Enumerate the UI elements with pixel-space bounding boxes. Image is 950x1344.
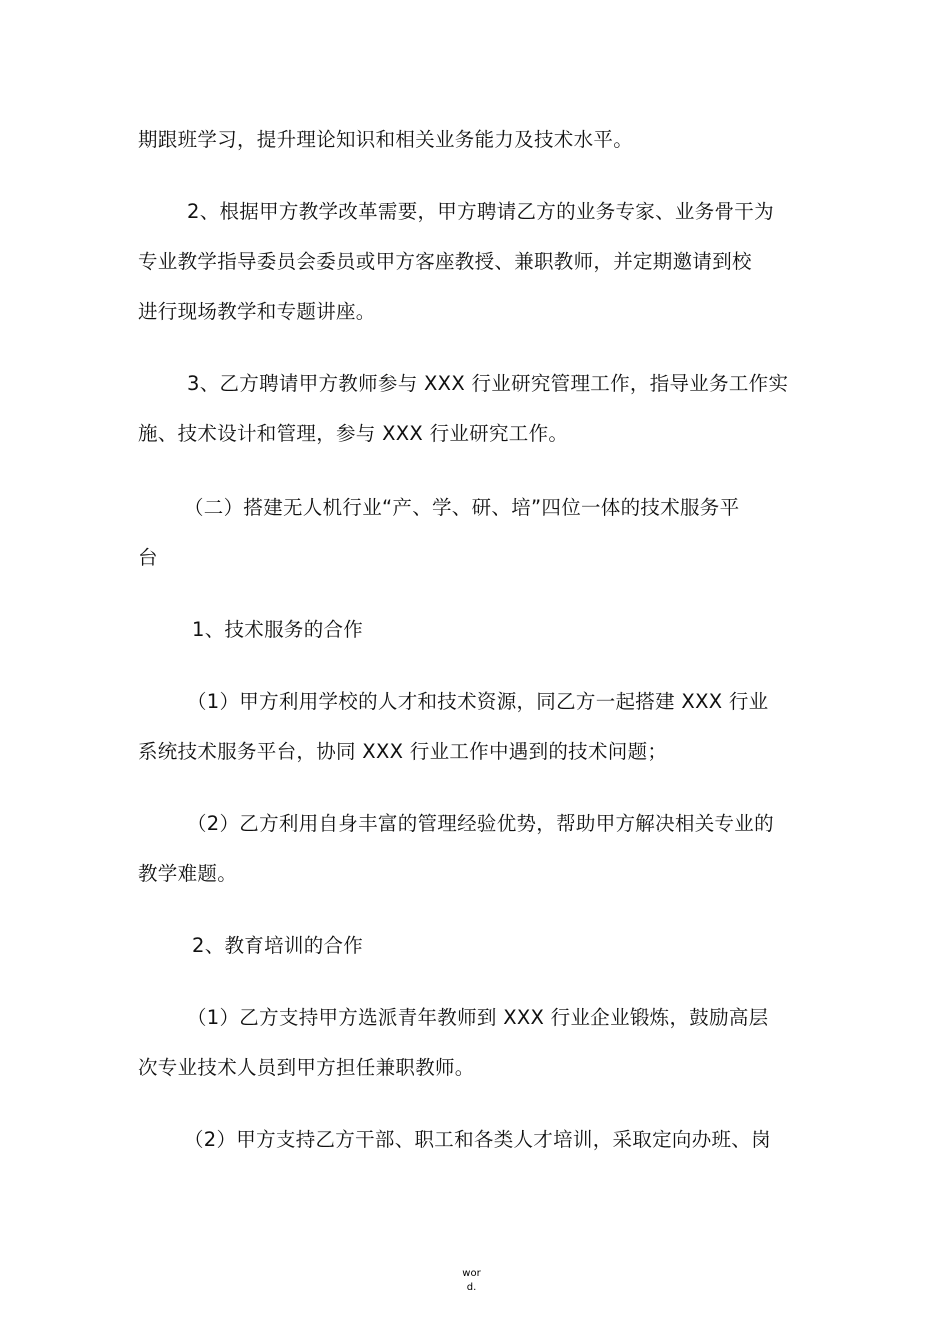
- paragraph-line: 进行现场教学和专题讲座。: [138, 300, 376, 323]
- paragraph-line: 施、技术设计和管理，参与 XXX 行业研究工作。: [138, 422, 569, 445]
- paragraph-line: 次专业技术人员到甲方担任兼职教师。: [138, 1056, 475, 1079]
- section-heading-line: 台: [138, 546, 158, 569]
- footer-text: wor: [462, 1268, 481, 1279]
- subsection-heading: 1、技术服务的合作: [192, 618, 364, 641]
- paragraph-line: （1）甲方利用学校的人才和技术资源，同乙方一起搭建 XXX 行业: [187, 690, 769, 713]
- paragraph-line: 教学难题。: [138, 862, 238, 885]
- footer-text: d.: [466, 1282, 477, 1293]
- subsection-heading: 2、教育培训的合作: [192, 934, 364, 957]
- paragraph-line: 期跟班学习，提升理论知识和相关业务能力及技术水平。: [138, 128, 634, 151]
- paragraph-line: （1）乙方支持甲方选派青年教师到 XXX 行业企业锻炼，鼓励高层: [187, 1006, 769, 1029]
- section-heading-line: （二）搭建无人机行业“产、学、研、培”四位一体的技术服务平: [184, 496, 740, 519]
- paragraph-line: 专业教学指导委员会委员或甲方客座教授、兼职教师，并定期邀请到校: [138, 250, 752, 273]
- paragraph-line: （2）甲方支持乙方干部、职工和各类人才培训，采取定向办班、岗: [184, 1128, 771, 1151]
- paragraph-line: （2）乙方利用自身丰富的管理经验优势，帮助甲方解决相关专业的: [187, 812, 774, 835]
- paragraph-line: 2、根据甲方教学改革需要，甲方聘请乙方的业务专家、业务骨干为: [187, 200, 774, 223]
- paragraph-line: 系统技术服务平台，协同 XXX 行业工作中遇到的技术问题；: [138, 740, 668, 763]
- paragraph-line: 3、乙方聘请甲方教师参与 XXX 行业研究管理工作，指导业务工作实: [187, 372, 789, 395]
